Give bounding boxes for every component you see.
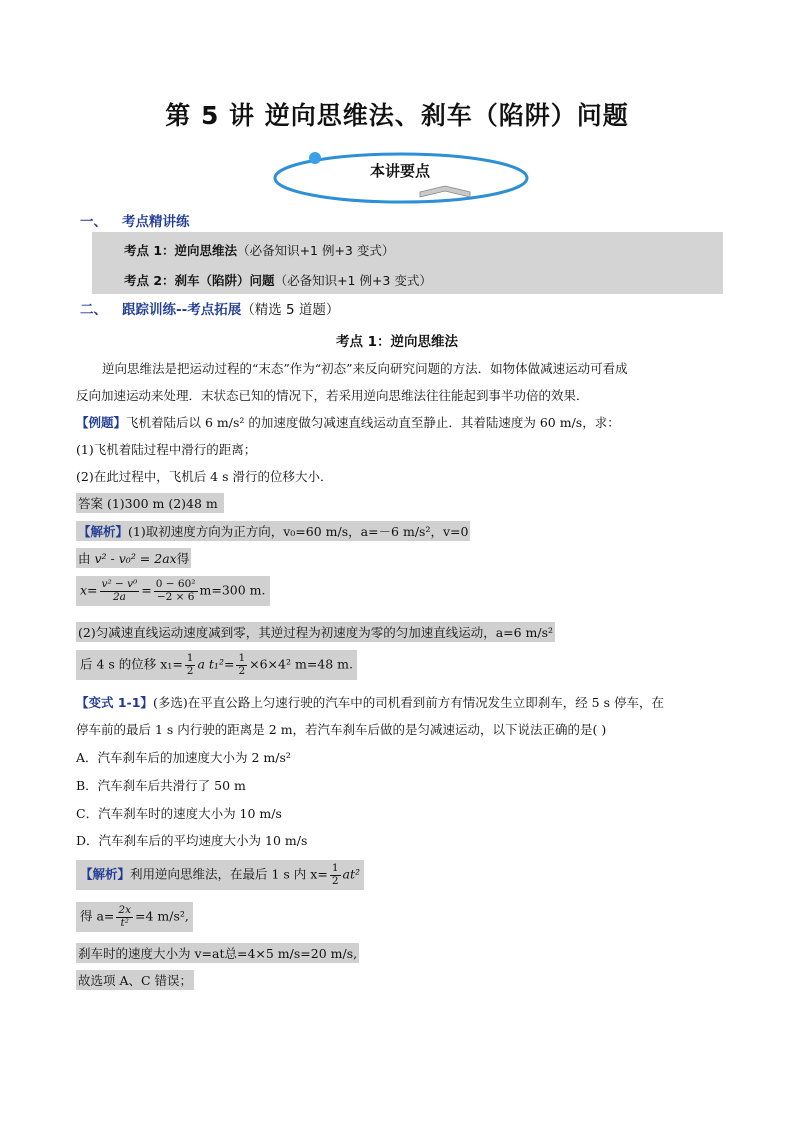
section-number: 一、 <box>80 214 107 230</box>
page-title: 第 5 讲 逆向思维法、刹车（陷阱）问题 <box>165 101 629 130</box>
analysis-text: 故选项 A、C 错误； <box>76 970 194 990</box>
option-a: A．汽车刹车后的加速度大小为 2 m/s² <box>76 750 291 765</box>
formula-lhs: x= <box>80 582 98 598</box>
fraction: $\frac{2x}{\text{t²}}$ <box>118 904 132 929</box>
analysis-text: 得 <box>176 551 190 566</box>
variant-tag: 【变式 1-1】 <box>76 695 153 710</box>
formula: v² - v₀² = 2ax <box>94 551 177 566</box>
section-heading-2 <box>80 298 339 318</box>
analysis-text: 利用逆向思维法，在最后 1 s 内 x= <box>130 866 328 882</box>
intro-line-1: 逆向思维法是把运动过程的“末态”作为“初态”来反向研究问题的方法．如物体做减速运动可看成 <box>102 361 628 376</box>
analysis-text: (1)取初速度方向为正方向，v₀=60 m/s，a=－6 m/s²，v=0 <box>128 524 469 539</box>
analysis2-line-4 <box>76 970 194 990</box>
section-label: 考点精讲练 <box>122 214 190 230</box>
formula: at² <box>342 866 360 882</box>
option-c: C．汽车刹车时的速度大小为 10 m/s <box>76 806 282 821</box>
analysis-text: 得 a= <box>80 908 115 924</box>
analysis2-line-1 <box>76 860 364 890</box>
variant-line-1 <box>76 693 664 711</box>
intro-line-2: 反向加速运动来处理．末状态已知的情况下，若采用逆向思维法往往能起到事半功倍的效果． <box>76 388 589 403</box>
fraction: $\frac{1}{2}$ <box>331 862 339 887</box>
book-icon <box>420 186 470 197</box>
fraction: $\frac{\text{0 − 60²}}{-2 \times 6}$ <box>155 578 196 603</box>
variant-text: (多选)在平直公路上匀速行驶的汽车中的司机看到前方有情况发生立即刹车，经 5 s 停车，在 <box>152 695 664 710</box>
option-b: B．汽车刹车后共滑行了 50 m <box>76 778 246 793</box>
section-number: 二、 <box>80 302 107 318</box>
example-tag: 【例题】 <box>76 415 127 430</box>
example-q1: (1)飞机着陆过程中滑行的距离； <box>76 442 257 457</box>
analysis-tag: 【解析】 <box>78 524 129 539</box>
analysis-line-2 <box>76 548 191 568</box>
variant-line-2: 停车前的最后 1 s 内行驶的距离是 2 m，若汽车刹车后做的是匀减速运动，以下说法正确的是( ) <box>76 722 607 737</box>
outline-note: （必备知识+1 例+3 变式） <box>274 273 432 288</box>
section-label: 跟踪训练--考点拓展 <box>122 302 242 318</box>
fraction: $\frac{1}{2}$ <box>186 652 194 677</box>
outline-item-1 <box>124 241 394 259</box>
analysis2-line-2 <box>76 902 193 932</box>
option-d: D．汽车刹车后的平均速度大小为 10 m/s <box>76 833 308 848</box>
analysis-text: 后 4 s 的位移 x₁= <box>80 656 183 672</box>
analysis-text: 刹车时的速度大小为 v=at总=4×5 m/s=20 m/s, <box>76 943 359 963</box>
section-note: （精选 5 道题） <box>241 302 340 318</box>
analysis-line-3: x= $\frac{\text{v² − v⁰}}{2a}$ = $\frac{\text{0 − 60²}}{-2 \times 6}$ m=300 m. <box>76 576 270 606</box>
example-text: 飞机着陆后以 6 m/s² 的加速度做匀减速直线运动直至静止．其着陆速度为 60 m/s，求： <box>126 415 620 430</box>
analysis-text: m=300 m. <box>199 582 266 598</box>
example-question <box>76 413 620 431</box>
section-heading-1 <box>80 210 190 230</box>
badge-dot-icon <box>309 152 321 164</box>
analysis-line-1 <box>76 521 470 541</box>
answer-text: 答案 (1)300 m (2)48 m <box>76 493 224 513</box>
fraction: $\frac{1}{2}$ <box>238 652 246 677</box>
outline-key: 考点 2：刹车（陷阱）问题 <box>124 273 275 288</box>
outline-item-2 <box>124 271 432 289</box>
outline-note: （必备知识+1 例+3 变式） <box>237 243 395 258</box>
outline-key: 考点 1：逆向思维法 <box>124 243 238 258</box>
formula: a t₁²= <box>197 656 235 672</box>
example-q2: (2)在此过程中，飞机后 4 s 滑行的位移大小． <box>76 469 333 484</box>
analysis-text: 由 <box>78 551 91 566</box>
analysis-line-4 <box>76 622 555 642</box>
analysis2-line-3 <box>76 943 359 963</box>
analysis-text: =4 m/s², <box>135 908 189 924</box>
analysis-tag: 【解析】 <box>80 866 131 882</box>
analysis-text: ×6×4² m=48 m. <box>249 656 353 672</box>
topic-subtitle: 考点 1：逆向思维法 <box>335 334 459 350</box>
fraction: $\frac{\text{v² − v⁰}}{2a}$ <box>101 578 138 603</box>
lesson-badge-label: 本讲要点 <box>369 162 430 180</box>
example-answer <box>76 493 224 513</box>
analysis-line-5 <box>76 650 357 680</box>
analysis-text: (2)匀减速直线运动速度减到零，其逆过程为初速度为零的匀加速直线运动，a=6 m/s² <box>76 622 555 642</box>
